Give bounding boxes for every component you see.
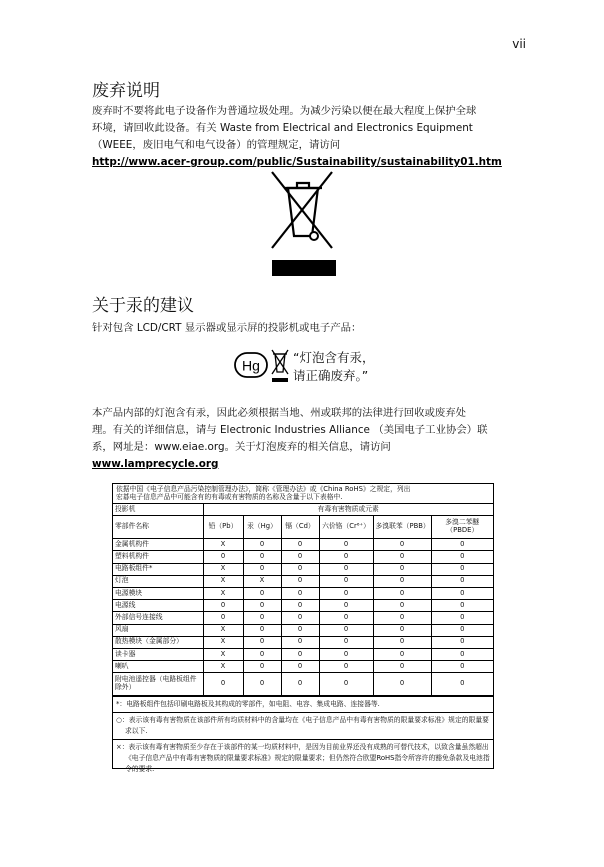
substance-cell: 0 xyxy=(319,563,373,575)
rohs-header-line: 依据中国《电子信息产品污染控制管理办法》，简称《管理办法》或《China RoHS》之规定，列出 xyxy=(116,485,411,493)
substance-cell: 0 xyxy=(203,673,243,696)
substance-cell: 0 xyxy=(243,624,281,636)
substance-cell: 0 xyxy=(431,648,493,660)
substance-cell: 0 xyxy=(373,636,431,648)
substance-cell: 0 xyxy=(373,539,431,551)
substance-cell: 0 xyxy=(281,612,319,624)
hg-label: Hg xyxy=(242,357,260,374)
table-row xyxy=(113,648,493,660)
substance-cell: X xyxy=(203,563,243,575)
disposal-line: 废弃时不要将此电子设备作为普通垃圾处理。为减少污染以便在最大程度上保护全球 xyxy=(92,105,477,117)
lamprecycle-link[interactable]: www.lamprecycle.org xyxy=(92,458,219,470)
table-row xyxy=(113,551,493,563)
quote-line: “灯泡含有汞， xyxy=(293,350,375,365)
table-row xyxy=(113,504,493,516)
part-name-cell: 外部信号连接线 xyxy=(113,612,203,624)
substance-cell: 0 xyxy=(373,563,431,575)
crossed-out-bin-small-icon xyxy=(270,348,290,384)
col-header: 铅（Pb） xyxy=(203,516,243,539)
substance-cell: X xyxy=(203,539,243,551)
disposal-paragraph xyxy=(92,103,512,171)
substance-cell: 0 xyxy=(373,600,431,612)
mercury-intro: 针对包含 LCD/CRT 显示器或显示屏的投影机或电子产品： xyxy=(92,322,362,334)
substance-cell: 0 xyxy=(203,600,243,612)
mercury-body xyxy=(92,405,512,473)
part-name-cell: 散热模块（金属部分） xyxy=(113,636,203,648)
substance-cell: 0 xyxy=(373,673,431,696)
substance-cell: 0 xyxy=(243,551,281,563)
mercury-warning-quote xyxy=(293,349,374,385)
substance-cell: 0 xyxy=(373,612,431,624)
note: ○：表示该有毒有害物质在该部件所有均质材料中的含量均在《电子信息产品中有毒有害物质的限量要求标准》规定的限量要求以下. xyxy=(113,713,493,740)
substance-cell: 0 xyxy=(431,600,493,612)
substance-cell: 0 xyxy=(281,587,319,599)
substance-cell: 0 xyxy=(203,551,243,563)
col-substances: 有毒有害物质或元素 xyxy=(203,504,493,516)
substance-cell: X xyxy=(203,661,243,673)
substance-cell: 0 xyxy=(203,612,243,624)
substance-cell: 0 xyxy=(431,624,493,636)
substance-cell: 0 xyxy=(319,648,373,660)
substance-cell: 0 xyxy=(319,612,373,624)
page-number: vii xyxy=(512,37,526,51)
mercury-hg-icon xyxy=(234,352,268,378)
table-row xyxy=(113,539,493,551)
mercury-heading: 关于汞的建议 xyxy=(92,296,194,316)
crossed-out-wheelie-bin-icon xyxy=(268,170,336,252)
substance-cell: 0 xyxy=(281,551,319,563)
black-bar xyxy=(272,260,336,276)
substance-cell: 0 xyxy=(243,648,281,660)
note: *：电路板组件包括印刷电路板及其构成的零部件，如电阻、电容、集成电路、连接器等. xyxy=(113,697,493,713)
substance-cell: 0 xyxy=(243,600,281,612)
part-name-cell: 风扇 xyxy=(113,624,203,636)
table-row xyxy=(113,600,493,612)
col-header: 六价铬（Cr⁶⁺） xyxy=(319,516,373,539)
substance-cell: 0 xyxy=(281,673,319,696)
substance-cell: 0 xyxy=(431,661,493,673)
substance-cell: 0 xyxy=(243,612,281,624)
col-header: 镉（Cd） xyxy=(281,516,319,539)
substance-cell: X xyxy=(203,648,243,660)
substance-cell: 0 xyxy=(319,551,373,563)
mercury-line: 本产品内部的灯泡含有汞，因此必须根据当地、州或联邦的法律进行回收或废弃处 xyxy=(92,407,467,419)
substance-cell: 0 xyxy=(319,600,373,612)
part-name-cell: 灯泡 xyxy=(113,575,203,587)
col-header: 多溴联苯（PBB） xyxy=(373,516,431,539)
col-header: 汞（Hg） xyxy=(243,516,281,539)
substance-cell: X xyxy=(243,575,281,587)
substance-cell: 0 xyxy=(431,563,493,575)
table-row xyxy=(113,636,493,648)
part-name-cell: 电源模块 xyxy=(113,587,203,599)
substance-cell: X xyxy=(203,624,243,636)
substance-cell: 0 xyxy=(373,587,431,599)
substance-cell: 0 xyxy=(373,551,431,563)
substance-table xyxy=(113,504,493,696)
table-row xyxy=(113,661,493,673)
table-row xyxy=(113,612,493,624)
mercury-line: 系，网址是：www.eiae.org。关于灯泡废弃的相关信息，请访问 xyxy=(92,441,391,453)
part-name-cell: 电路板组件* xyxy=(113,563,203,575)
part-name-cell: 电源线 xyxy=(113,600,203,612)
part-name-cell: 金属机构件 xyxy=(113,539,203,551)
substance-cell: 0 xyxy=(319,661,373,673)
substance-cell: 0 xyxy=(319,624,373,636)
substance-cell: 0 xyxy=(373,661,431,673)
substance-cell: 0 xyxy=(281,648,319,660)
substance-cell: 0 xyxy=(243,661,281,673)
substance-cell: 0 xyxy=(281,661,319,673)
disposal-line: （WEEE，废旧电气和电气设备）的管理规定，请访问 xyxy=(92,139,341,151)
part-name-cell: 读卡器 xyxy=(113,648,203,660)
substance-cell: 0 xyxy=(431,539,493,551)
substance-cell: 0 xyxy=(243,539,281,551)
substance-cell: 0 xyxy=(281,636,319,648)
table-row xyxy=(113,587,493,599)
substance-cell: 0 xyxy=(431,575,493,587)
substance-cell: 0 xyxy=(243,563,281,575)
part-name-cell: 塑料机构件 xyxy=(113,551,203,563)
substance-cell: 0 xyxy=(373,648,431,660)
substance-cell: 0 xyxy=(431,673,493,696)
substance-cell: 0 xyxy=(243,636,281,648)
substance-cell: X xyxy=(203,587,243,599)
part-name-cell: 喇叭 xyxy=(113,661,203,673)
table-row xyxy=(113,673,493,696)
substance-cell: 0 xyxy=(281,539,319,551)
substance-cell: 0 xyxy=(281,600,319,612)
substance-cell: 0 xyxy=(431,636,493,648)
substance-cell: 0 xyxy=(319,636,373,648)
mercury-line: 理。有关的详细信息，请与 Electronic Industries Alliance （美国电子工业协会）联 xyxy=(92,424,488,436)
disposal-heading: 废弃说明 xyxy=(92,81,160,101)
table-row xyxy=(113,624,493,636)
rohs-notes xyxy=(113,696,493,777)
substance-cell: 0 xyxy=(319,673,373,696)
substance-cell: 0 xyxy=(243,587,281,599)
table-row xyxy=(113,575,493,587)
note: ×：表示该有毒有害物质至少存在于该部件的某一均质材料中，是因为目前业界还没有成熟的可替代技术，以致含量虽然超出《电子信息产品中有毒有害物质的限量要求标准》规定的限量要求；但仍然符合欧盟RoHS指令所容许的豁免条款及电池指令的要求. xyxy=(116,743,490,774)
substance-cell: 0 xyxy=(373,624,431,636)
substance-cell: 0 xyxy=(281,624,319,636)
rohs-table xyxy=(112,483,494,774)
substance-cell: 0 xyxy=(373,575,431,587)
rohs-header-line: 宏碁电子信息产品中可能含有的有毒或有害物质的名称及含量于以下表格中. xyxy=(116,492,343,501)
substance-cell: 0 xyxy=(431,612,493,624)
substance-cell: 0 xyxy=(319,587,373,599)
table-row xyxy=(113,516,493,539)
disposal-line: 环境，请回收此设备。有关 Waste from Electrical and Electronics Equipment xyxy=(92,122,473,134)
table-row xyxy=(113,563,493,575)
quote-line: 请正确废弃。” xyxy=(293,368,369,383)
col-projector: 投影机 xyxy=(113,504,203,516)
substance-cell: 0 xyxy=(431,551,493,563)
substance-cell: 0 xyxy=(281,575,319,587)
weee-link[interactable]: http://www.acer-group.com/public/Sustainability/sustainability01.htm xyxy=(92,156,502,168)
substance-cell: 0 xyxy=(319,539,373,551)
col-part: 零部件名称 xyxy=(113,516,203,539)
substance-cell: X xyxy=(203,575,243,587)
substance-cell: X xyxy=(203,636,243,648)
col-header: 多溴二苯醚（PBDE） xyxy=(431,516,493,539)
substance-cell: 0 xyxy=(431,587,493,599)
substance-cell: 0 xyxy=(243,673,281,696)
part-name-cell: 附电池遥控器（电路板组件除外） xyxy=(113,673,203,696)
substance-cell: 0 xyxy=(319,575,373,587)
rohs-header xyxy=(113,484,493,504)
substance-cell: 0 xyxy=(281,563,319,575)
